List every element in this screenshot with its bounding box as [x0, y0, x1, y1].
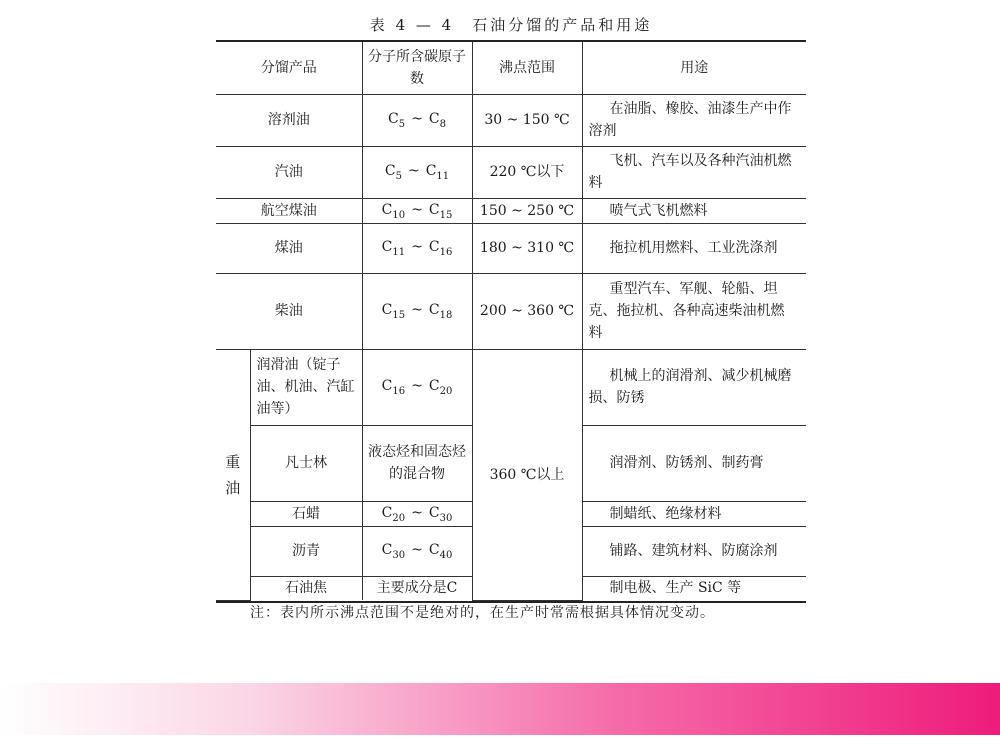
product-use: 飞机、汽车以及各种汽油机燃料: [582, 146, 806, 198]
table-row: [216, 273, 806, 349]
product-use: 拖拉机用燃料、工业洗涤剂: [582, 223, 806, 273]
boiling-range: 30 ~ 150 ℃: [472, 94, 582, 146]
product-name: 航空煤油: [216, 198, 362, 223]
product-name: 石蜡: [250, 501, 362, 526]
decorative-gradient-band: [0, 683, 1000, 735]
product-name: 煤油: [216, 223, 362, 273]
boiling-range: 180 ~ 310 ℃: [472, 223, 582, 273]
carbon-count: $C_{15}$ ~ $C_{18}$: [362, 273, 472, 349]
table-footnote: 注：表内所示沸点范围不是绝对的，在生产时常需根据具体情况变动。: [250, 605, 715, 621]
product-name: 沥青: [250, 526, 362, 576]
distillation-table-container: [216, 40, 806, 603]
carbon-count: 主要成分是C: [362, 576, 472, 600]
table-row: [216, 146, 806, 198]
carbon-count: 液态烃和固态烃的混合物: [362, 425, 472, 501]
header-carbon-count: 分子所含碳原子数: [362, 42, 472, 94]
header-product: 分馏产品: [216, 42, 362, 94]
product-name: 柴油: [216, 273, 362, 349]
table-row: [216, 223, 806, 273]
product-use: 润滑剂、防锈剂、制药膏: [582, 425, 806, 501]
carbon-count: $C_5$ ~ $C_8$: [362, 94, 472, 146]
heavy-oil-group-label: 重油: [216, 349, 250, 600]
header-use: 用途: [582, 42, 806, 94]
product-use: 重型汽车、军舰、轮船、坦克、拖拉机、各种高速柴油机燃料: [582, 273, 806, 349]
product-use: 喷气式飞机燃料: [582, 198, 806, 223]
carbon-count: $C_{16}$ ~ $C_{20}$: [362, 349, 472, 425]
product-name: 润滑油（锭子油、机油、汽缸油等）: [250, 349, 362, 425]
heavy-oil-boiling-range: 360 ℃以上: [472, 349, 582, 600]
carbon-count: $C_{11}$ ~ $C_{16}$: [362, 223, 472, 273]
carbon-count: $C_{10}$ ~ $C_{15}$: [362, 198, 472, 223]
table-header-row: [216, 42, 806, 94]
boiling-range: 200 ~ 360 ℃: [472, 273, 582, 349]
boiling-range: 220 ℃以下: [472, 146, 582, 198]
product-use: 在油脂、橡胶、油漆生产中作溶剂: [582, 94, 806, 146]
table-row: [216, 349, 806, 425]
product-use: 铺路、建筑材料、防腐涂剂: [582, 526, 806, 576]
product-name: 凡士林: [250, 425, 362, 501]
header-boiling-range: 沸点范围: [472, 42, 582, 94]
carbon-count: $C_{20}$ ~ $C_{30}$: [362, 501, 472, 526]
product-use: 机械上的润滑剂、减少机械磨损、防锈: [582, 349, 806, 425]
product-name: 溶剂油: [216, 94, 362, 146]
product-use: 制蜡纸、绝缘材料: [582, 501, 806, 526]
distillation-table: [216, 42, 806, 601]
product-name: 石油焦: [250, 576, 362, 600]
table-row: [216, 198, 806, 223]
boiling-range: 150 ~ 250 ℃: [472, 198, 582, 223]
table-caption: 表 4 — 4 石油分馏的产品和用途: [369, 16, 653, 34]
carbon-count: $C_5$ ~ $C_{11}$: [362, 146, 472, 198]
table-row: [216, 94, 806, 146]
product-name: 汽油: [216, 146, 362, 198]
carbon-count: $C_{30}$ ~ $C_{40}$: [362, 526, 472, 576]
product-use: 制电极、生产 SiC 等: [582, 576, 806, 600]
